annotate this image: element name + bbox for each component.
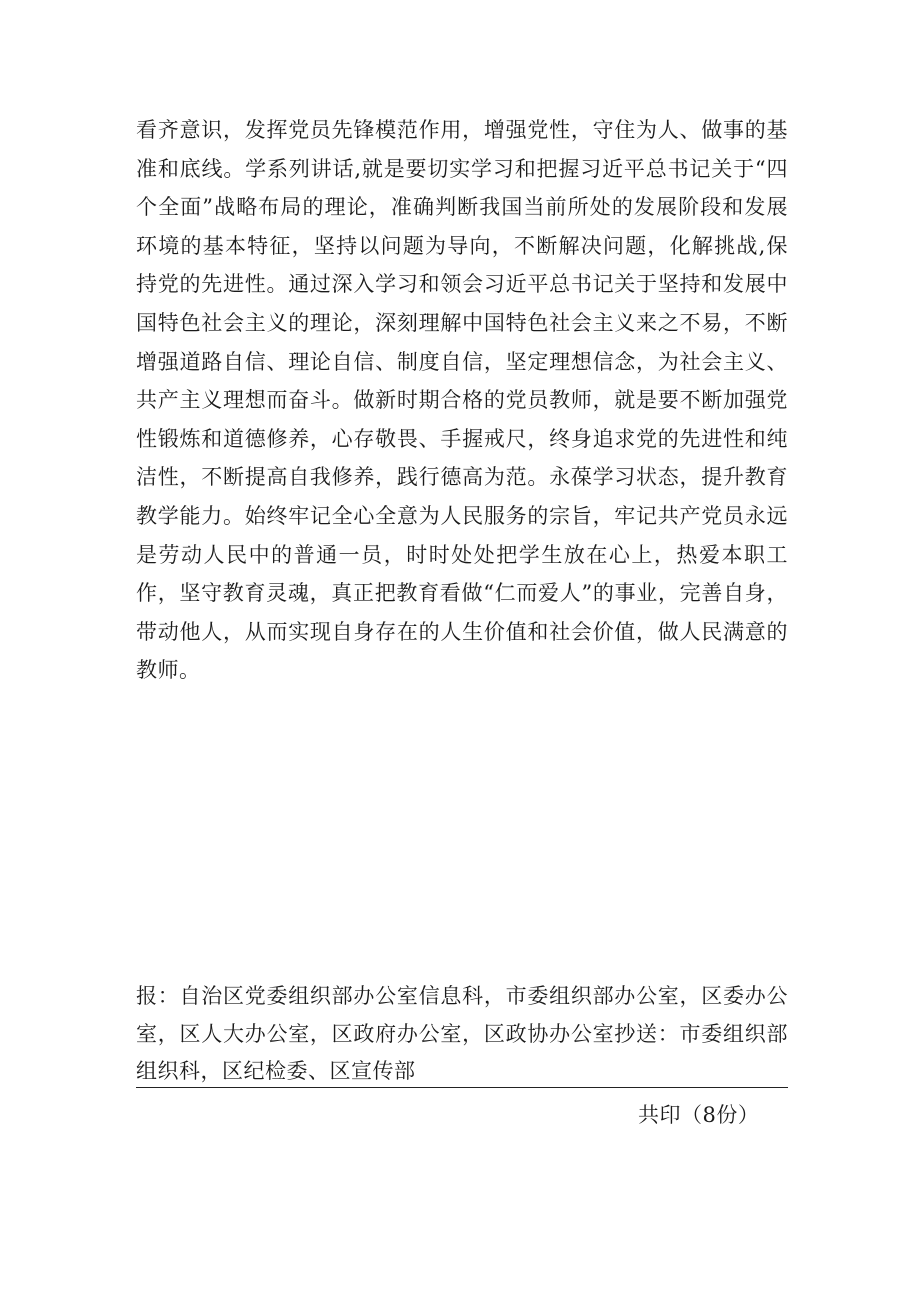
print-count: 共印（8份）: [638, 1103, 760, 1127]
body-paragraph: 看齐意识，发挥党员先锋模范作用，增强党性，守住为人、做事的基准和底线。学系列讲话,就是要切实学习和把握习近平总书记关于“四个全面”战略布局的理论，准确判断我国当前所处的发展阶段和发展环境的基本特征，坚持以问题为导向，不断解决问题，化解挑战,保持党的先进性。通过深入学习和领会习近平总书记关于坚持和发展中国特色社会主义的理论，深刻理解中国特色社会主义来之不易，不断增强道路自信、理论自信、制度自信，坚定理想信念，为社会主义、共产主义理想而奋斗。做新时期合格的党员教师，就是要不断加强党性锻炼和道德修养，心存敬畏、手握戒尺，终身追求党的先进性和纯洁性，不断提高自我修养，践行德高为范。永葆学习状态，提升教育教学能力。始终牢记全心全意为人民服务的宗旨，牢记共产党员永远是劳动人民中的普通一员，时时处处把学生放在心上，热爱本职工作，坚守教育灵魂，真正把教育看做“仁而爱人”的事业，完善自身，带动他人，从而实现自身存在的人生价值和社会价值，做人民满意的教师。: [136, 118, 788, 683]
distribution-recipients: 报：自治区党委组织部办公室信息科，市委组织部办公室，区委办公室，区人大办公室，区政府办公室，区政协办公室抄送：市委组织部组织科，区纪检委、区宣传部: [136, 984, 788, 1083]
footer-divider: [136, 1087, 788, 1088]
